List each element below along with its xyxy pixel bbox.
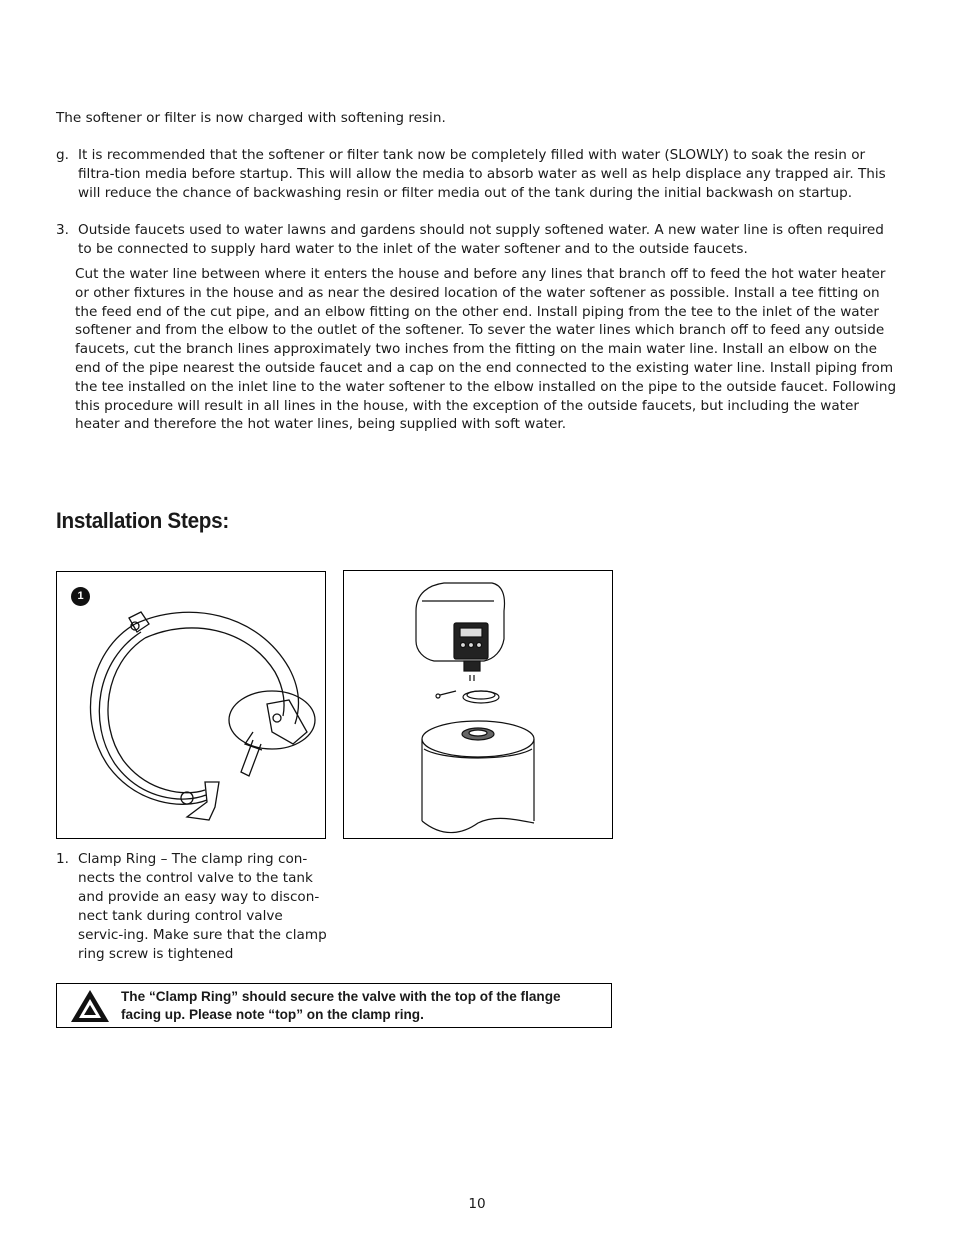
clamp-ring-illustration (57, 572, 325, 838)
valve-tank-figure (343, 570, 613, 839)
step1-label: 1. (56, 851, 69, 867)
item-3-text: Outside faucets used to water lawns and gardens should not supply softened water. A new water line is often required to be connected to supply hard water to the inlet of the water softener and to the outside faucets. (78, 222, 884, 257)
item-3-label: 3. (56, 222, 69, 238)
clamp-ring-figure (56, 571, 326, 839)
cut-water-line-paragraph: Cut the water line between where it enters the house and before any lines that branch off to feed the hot water heater or other fixtures in the house and as near the desired location of the water softener as possible. Install a tee fitting on the feed end of the cut pipe, and an elbow fitting on the other end. Install piping from the tee to the inlet of the water softener and from the elbow to the outlet of the softener. To sever the water lines which branch off to feed any outside faucets, cut the branch lines approximately two inches from the fitting on the main water line. Install an elbow on the end of the pipe nearest the outside faucet and a cap on the end connected to the existing water line. Install piping from the tee installed on the inlet line to the water softener to the elbow installed on the pipe to the outside faucet. Following this procedure will result in all lines in the house, with the exception of the outside faucets, but including the water heater and therefore the hot water lines, being supplied with soft water. (75, 266, 897, 433)
step-number-badge: 1 (71, 587, 90, 606)
warning-triangle-icon (69, 988, 111, 1024)
warning-callout (56, 983, 612, 1028)
item-g-label: g. (56, 147, 69, 163)
instruction-item-g (56, 146, 896, 202)
intro-paragraph: The softener or filter is now charged with softening resin. (56, 110, 446, 126)
item-g-text: It is recommended that the softener or filter tank now be completely filled with water (SLOWLY) to soak the resin or filtra-tion media before startup. This will allow the media to absorb water as well as help displace any trapped air. This will reduce the chance of backwashing resin or filter media out of the tank during the initial backwash on startup. (78, 147, 886, 201)
warning-text: The “Clamp Ring” should secure the valve with the top of the flange facing up. Please note “top” on the clamp ring. (121, 989, 561, 1022)
step1-text: Clamp Ring – The clamp ring con-nects the control valve to the tank and provide an easy way to discon-nect tank during control valve servic-ing. Make sure that the clamp ring screw is tightened (78, 851, 327, 962)
valve-tank-illustration (344, 571, 612, 838)
step1-description (56, 850, 331, 964)
section-heading: Installation Steps: (56, 508, 230, 533)
instruction-item-3 (56, 221, 901, 259)
page-number: 10 (468, 1196, 486, 1212)
